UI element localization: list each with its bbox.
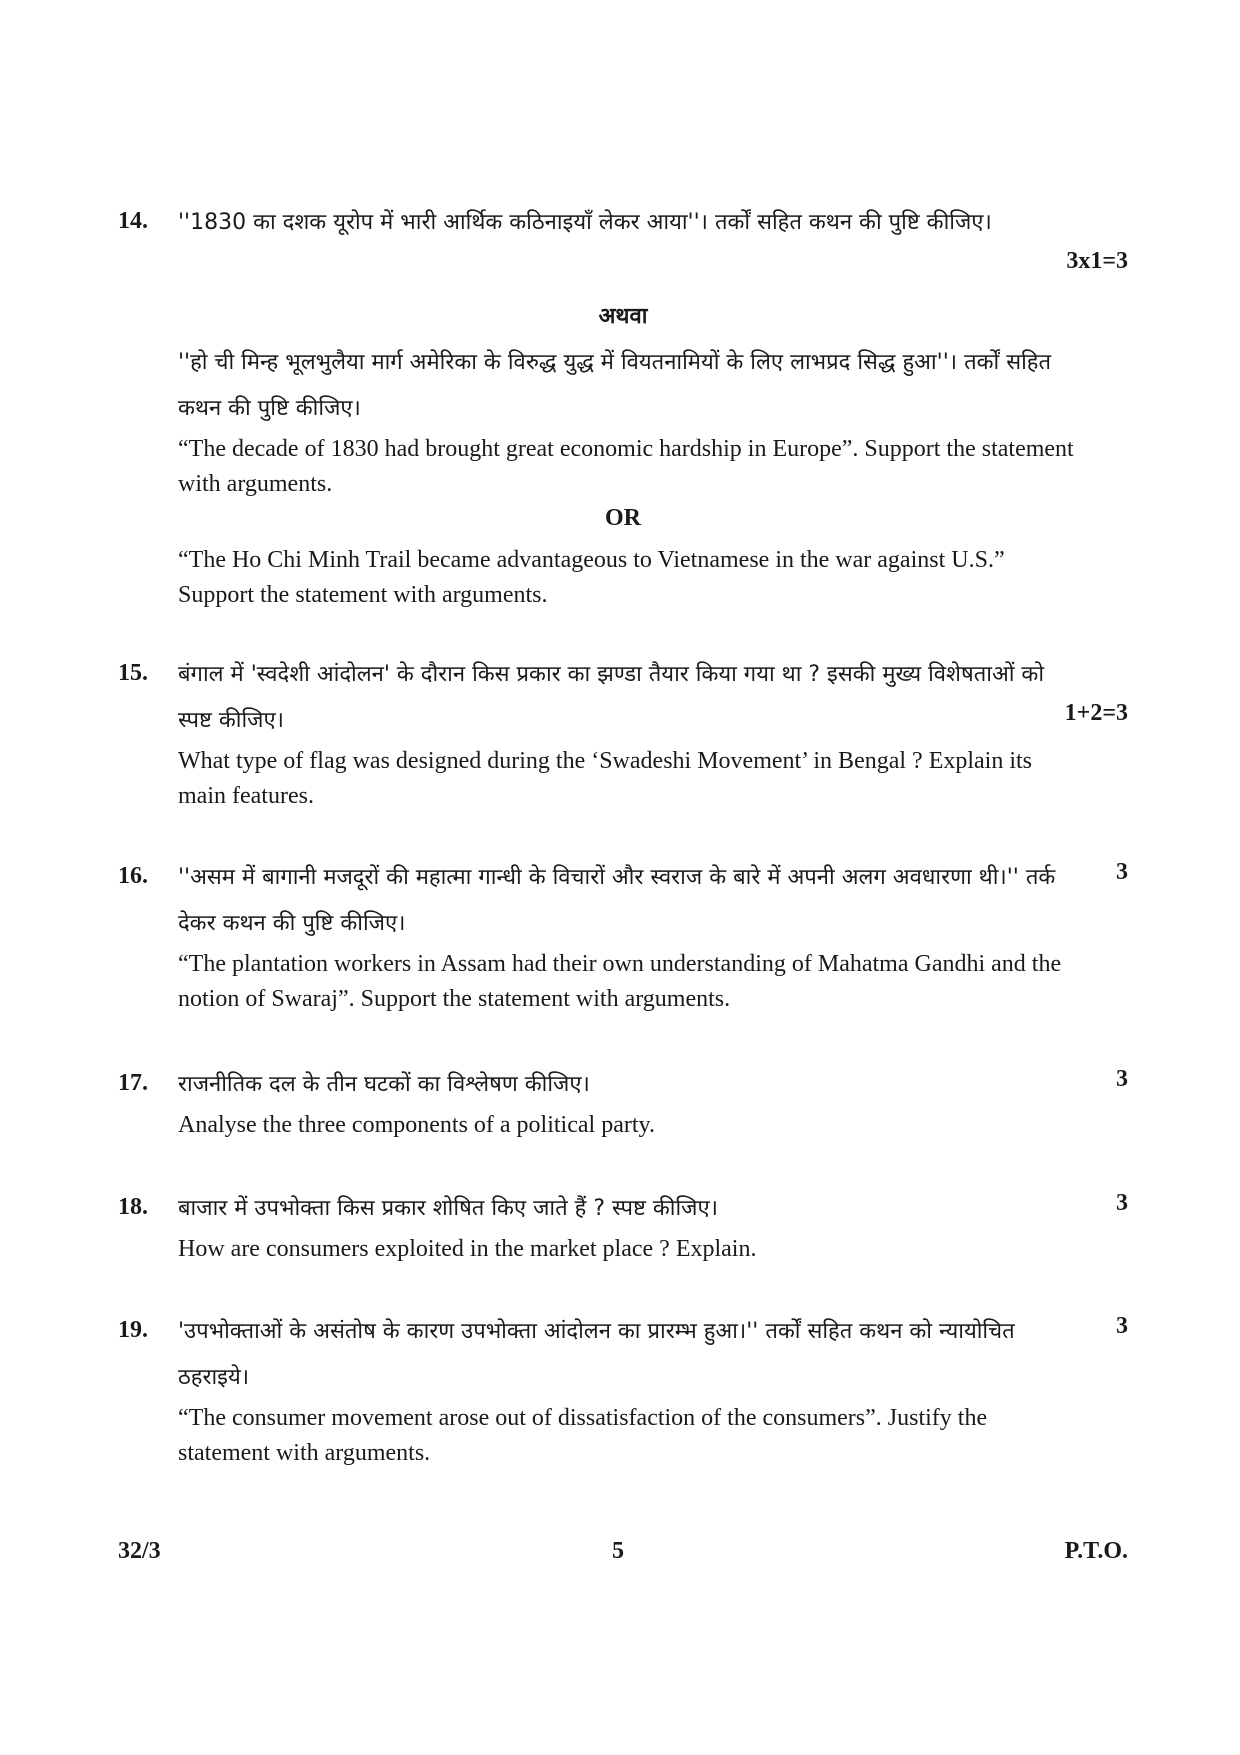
question-text-english: “The consumer movement arose out of dissatisfaction of the consumers”. Justify the statement with arguments.: [178, 1405, 988, 1466]
question-17: [118, 1062, 1128, 1152]
question-text-hindi: ''असम में बागानी मजदूरों की महात्मा गान्धी के विचारों और स्वराज के बारे में अपनी अलग अवधारणा थी।'' तर्क देकर कथन की पुष्टि कीजिए।: [178, 865, 1056, 936]
question-text-hindi: राजनीतिक दल के तीन घटकों का विश्लेषण कीजिए।: [178, 1072, 590, 1097]
question-text-hindi: ''1830 का दशक यूरोप में भारी आर्थिक कठिनाइयाँ लेकर आया''। तर्कों सहित कथन की पुष्टि कीजिए।: [178, 210, 992, 235]
question-text-hindi: बाजार में उपभोक्ता किस प्रकार शोषित किए जाते हैं ? स्पष्ट कीजिए।: [178, 1196, 718, 1221]
pto-label: P.T.O.: [1064, 1538, 1128, 1564]
or-heading-english: OR: [605, 505, 641, 531]
question-19: [118, 1309, 1128, 1489]
paper-code: 32/3: [118, 1538, 161, 1564]
question-15: [118, 652, 1128, 822]
question-text-hindi: बंगाल में 'स्वदेशी आंदोलन' के दौरान किस प्रकार का झण्डा तैयार किया गया था ? इसकी मुख्य विशेषताओं को स्पष्ट कीजिए।: [178, 662, 1045, 733]
question-number: 14.: [118, 208, 148, 234]
question-14: [118, 200, 1128, 620]
question-marks: 3x1=3: [1066, 248, 1128, 274]
question-text-english: “The decade of 1830 had brought great economic hardship in Europe”. Support the statement with arguments.: [178, 436, 1074, 497]
question-number: 19.: [118, 1317, 148, 1343]
page-number: 5: [612, 1538, 624, 1564]
question-16: [118, 855, 1128, 1035]
alternative-question-text-hindi: ''हो ची मिन्ह भूलभुलैया मार्ग अमेरिका के विरुद्ध युद्ध में वियतनामियों के लिए लाभप्रद सिद्ध हुआ''। तर्कों सहित कथन की पुष्टि कीजिए।: [178, 350, 1051, 421]
question-text-english: What type of flag was designed during the ‘Swadeshi Movement’ in Bengal ? Explain its main features.: [178, 748, 1033, 809]
alternative-question-text-english: “The Ho Chi Minh Trail became advantageous to Vietnamese in the war against U.S.” Support the statement with arguments.: [178, 547, 1005, 608]
question-number: 15.: [118, 660, 148, 686]
question-18: [118, 1186, 1128, 1276]
question-marks: 3: [1116, 1066, 1128, 1092]
question-number: 17.: [118, 1070, 148, 1096]
question-number: 16.: [118, 863, 148, 889]
question-text-english: How are consumers exploited in the market place ? Explain.: [178, 1236, 757, 1262]
question-text-hindi: 'उपभोक्ताओं के असंतोष के कारण उपभोक्ता आंदोलन का प्रारम्भ हुआ।'' तर्कों सहित कथन को न्यायोचित ठहराइये।: [178, 1319, 1015, 1390]
question-marks: 3: [1116, 859, 1128, 885]
question-marks: 3: [1116, 1190, 1128, 1216]
or-heading-hindi: अथवा: [598, 304, 648, 329]
question-text-english: “The plantation workers in Assam had their own understanding of Mahatma Gandhi and the notion of Swaraj”. Support the statement with arguments.: [178, 951, 1062, 1012]
question-number: 18.: [118, 1194, 148, 1220]
question-text-english: Analyse the three components of a political party.: [178, 1112, 655, 1138]
question-marks: 3: [1116, 1313, 1128, 1339]
question-marks: 1+2=3: [1064, 700, 1128, 726]
